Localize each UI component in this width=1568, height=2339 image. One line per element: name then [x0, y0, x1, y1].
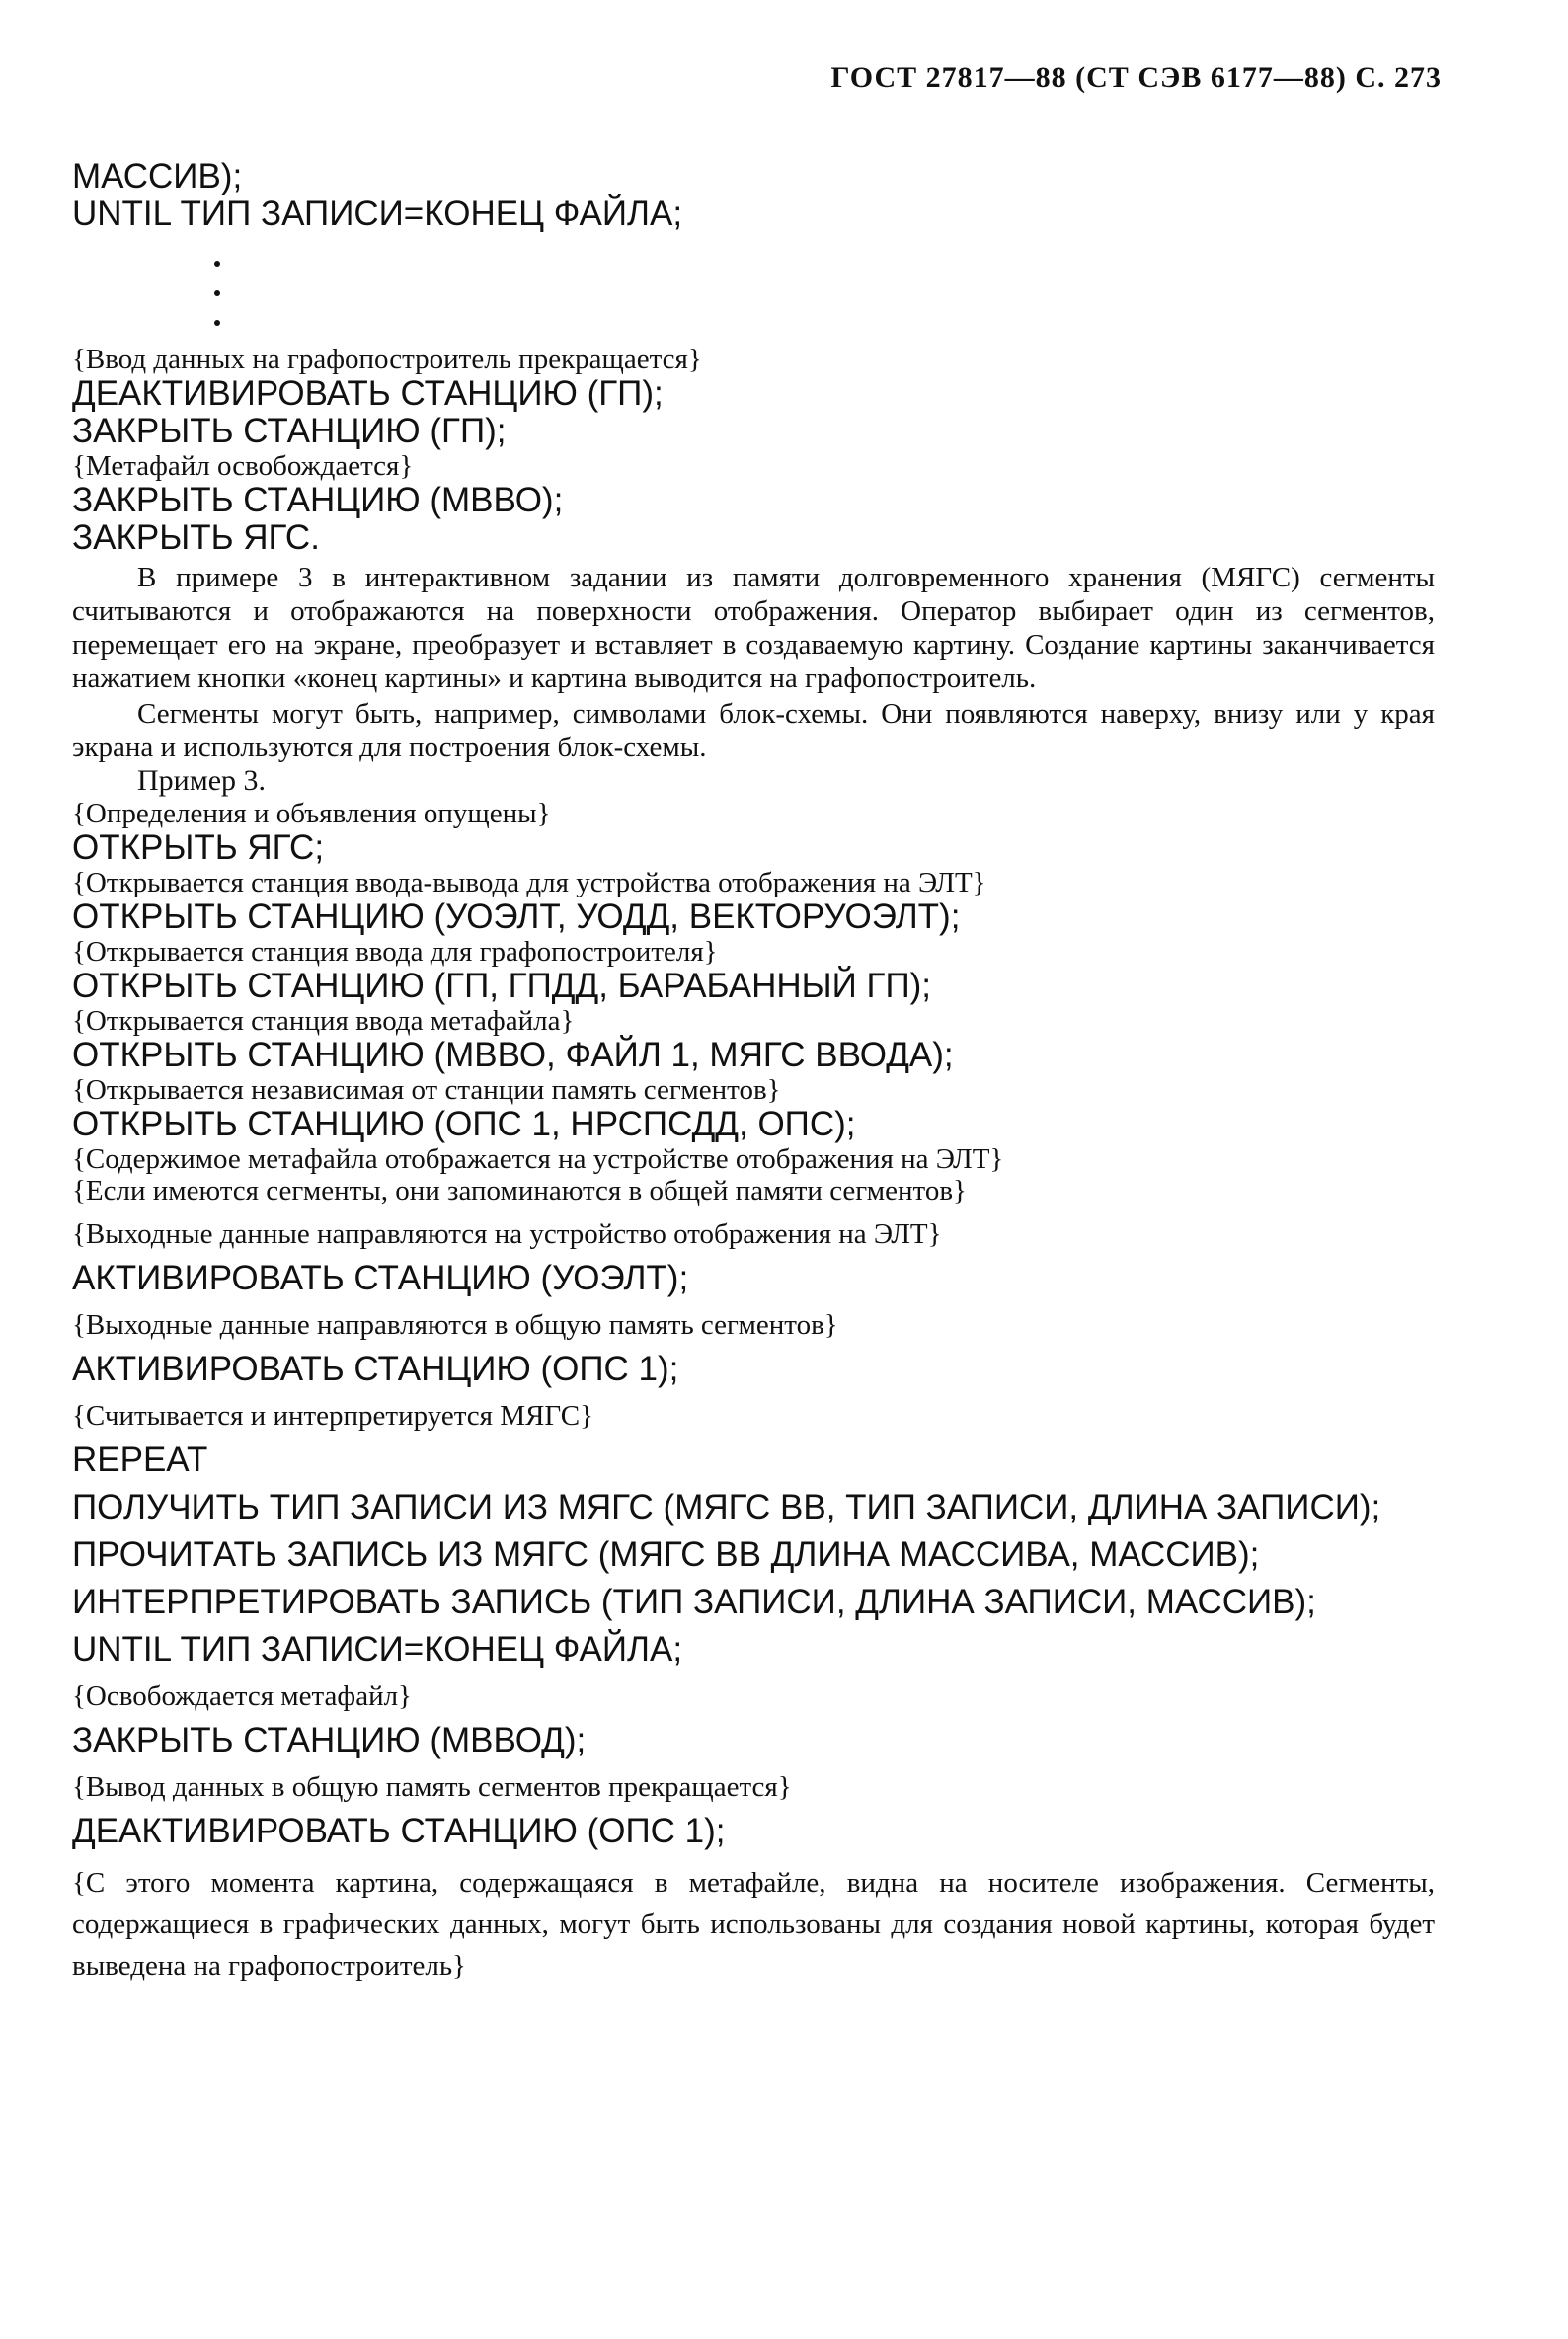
code-line: ДЕАКТИВИРОВАТЬ СТАНЦИЮ (ОПС 1); — [72, 1812, 726, 1850]
code-line: ЗАКРЫТЬ ЯГС. — [72, 518, 320, 557]
example-code-main — [72, 1218, 1435, 1987]
dot — [214, 290, 220, 296]
code-line: ОТКРЫТЬ СТАНЦИЮ (МВВО, ФАЙЛ 1, МЯГС ВВОДА); — [72, 1036, 954, 1074]
code-line: UNTIL ТИП ЗАПИСИ=КОНЕЦ ФАЙЛА; — [72, 195, 683, 233]
comment-line: {С этого момента картина, содержащаяся в метафайле, видна на носителе изображения. Сегменты, содержащиеся в графических данных, могут быть использованы для создания новой картины, которая будет выведена на графопостроитель} — [72, 1867, 1435, 1982]
code-line: ОТКРЫТЬ СТАНЦИЮ (УОЭЛТ, УОДД, ВЕКТОРУОЭЛТ); — [72, 897, 961, 936]
comment-line: {Ввод данных на графопостроитель прекращается} — [72, 344, 702, 375]
dot — [214, 320, 220, 326]
code-line: ОТКРЫТЬ ЯГС; — [72, 828, 325, 867]
code-line: ПОЛУЧИТЬ ТИП ЗАПИСИ ИЗ МЯГС (МЯГС ВВ, ТИП ЗАПИСИ, ДЛИНА ЗАПИСИ); — [72, 1488, 1381, 1526]
code-line: UNTIL ТИП ЗАПИСИ=КОНЕЦ ФАЙЛА; — [72, 1630, 683, 1669]
paragraph: Сегменты могут быть, например, символами блок-схемы. Они появляются наверху, внизу или у края экрана и используются для построения блок-схемы. — [72, 698, 1435, 763]
code-line: ДЕАКТИВИРОВАТЬ СТАНЦИЮ (ГП); — [72, 374, 664, 413]
code-line: АКТИВИРОВАТЬ СТАНЦИЮ (УОЭЛТ); — [72, 1259, 689, 1297]
comment-line: {Открывается станция ввода-вывода для устройства отображения на ЭЛТ} — [72, 867, 986, 898]
comment-line: {Открывается станция ввода метафайла} — [72, 1005, 575, 1037]
code-line: ИНТЕРПРЕТИРОВАТЬ ЗАПИСЬ (ТИП ЗАПИСИ, ДЛИНА ЗАПИСИ, МАССИВ); — [72, 1583, 1316, 1621]
comment-line: {Освобождается метафайл} — [72, 1680, 412, 1712]
code-line: ПРОЧИТАТЬ ЗАПИСЬ ИЗ МЯГС (МЯГС ВВ ДЛИНА МАССИВА, МАССИВ); — [72, 1535, 1260, 1574]
paragraph: В примере 3 в интерактивном задании из памяти долговременного хранения (МЯГС) сегменты считываются и отображаются на поверхности отображения. Оператор выбирает один из сегментов, перемещает его на экране, преобразует и вставляет в создаваемую картину. Создание картины заканчивается нажатием кнопки «конец картины» и картина выводится на графопостроитель. — [72, 562, 1435, 694]
comment-line: {Считывается и интерпретируется МЯГС} — [72, 1400, 593, 1432]
code-line: REPEAT — [72, 1441, 208, 1479]
page-content — [72, 158, 1435, 1987]
comment-line: {Если имеются сегменты, они запоминаются в общей памяти сегментов} — [72, 1175, 967, 1207]
code-line: АКТИВИРОВАТЬ СТАНЦИЮ (ОПС 1); — [72, 1350, 679, 1388]
comment-line: {Метафайл освобождается} — [72, 450, 414, 482]
comment-line: {Вывод данных в общую память сегментов прекращается} — [72, 1771, 792, 1803]
comment-line: {Определения и объявления опущены} — [72, 798, 551, 829]
comment-line: {Открывается независимая от станции память сегментов} — [72, 1074, 781, 1106]
code-line: ЗАКРЫТЬ СТАНЦИЮ (МВВО); — [72, 481, 564, 519]
comment-line: {Открывается станция ввода для графопостроителя} — [72, 936, 718, 968]
code-line: МАССИВ); — [72, 157, 243, 195]
comment-line: {Выходные данные направляются в общую память сегментов} — [72, 1309, 838, 1341]
dot — [214, 261, 220, 267]
code-block-end — [72, 344, 1435, 557]
code-line: ОТКРЫТЬ СТАНЦИЮ (ОПС 1, НРСПСДД, ОПС); — [72, 1105, 856, 1143]
example-code-setup — [72, 798, 1435, 1207]
ellipsis-dots — [72, 233, 1435, 344]
comment-line: {Содержимое метафайла отображается на устройстве отображения на ЭЛТ} — [72, 1143, 1004, 1175]
code-line: ЗАКРЫТЬ СТАНЦИЮ (МВВОД); — [72, 1721, 587, 1759]
page-header: ГОСТ 27817—88 (СТ СЭВ 6177—88) С. 273 — [830, 61, 1442, 94]
code-line: ЗАКРЫТЬ СТАНЦИЮ (ГП); — [72, 412, 507, 450]
comment-line: {Выходные данные направляются на устройство отображения на ЭЛТ} — [72, 1218, 942, 1250]
example-title: Пример 3. — [137, 764, 267, 797]
code-line: ОТКРЫТЬ СТАНЦИЮ (ГП, ГПДД, БАРАБАННЫЙ ГП); — [72, 967, 931, 1005]
